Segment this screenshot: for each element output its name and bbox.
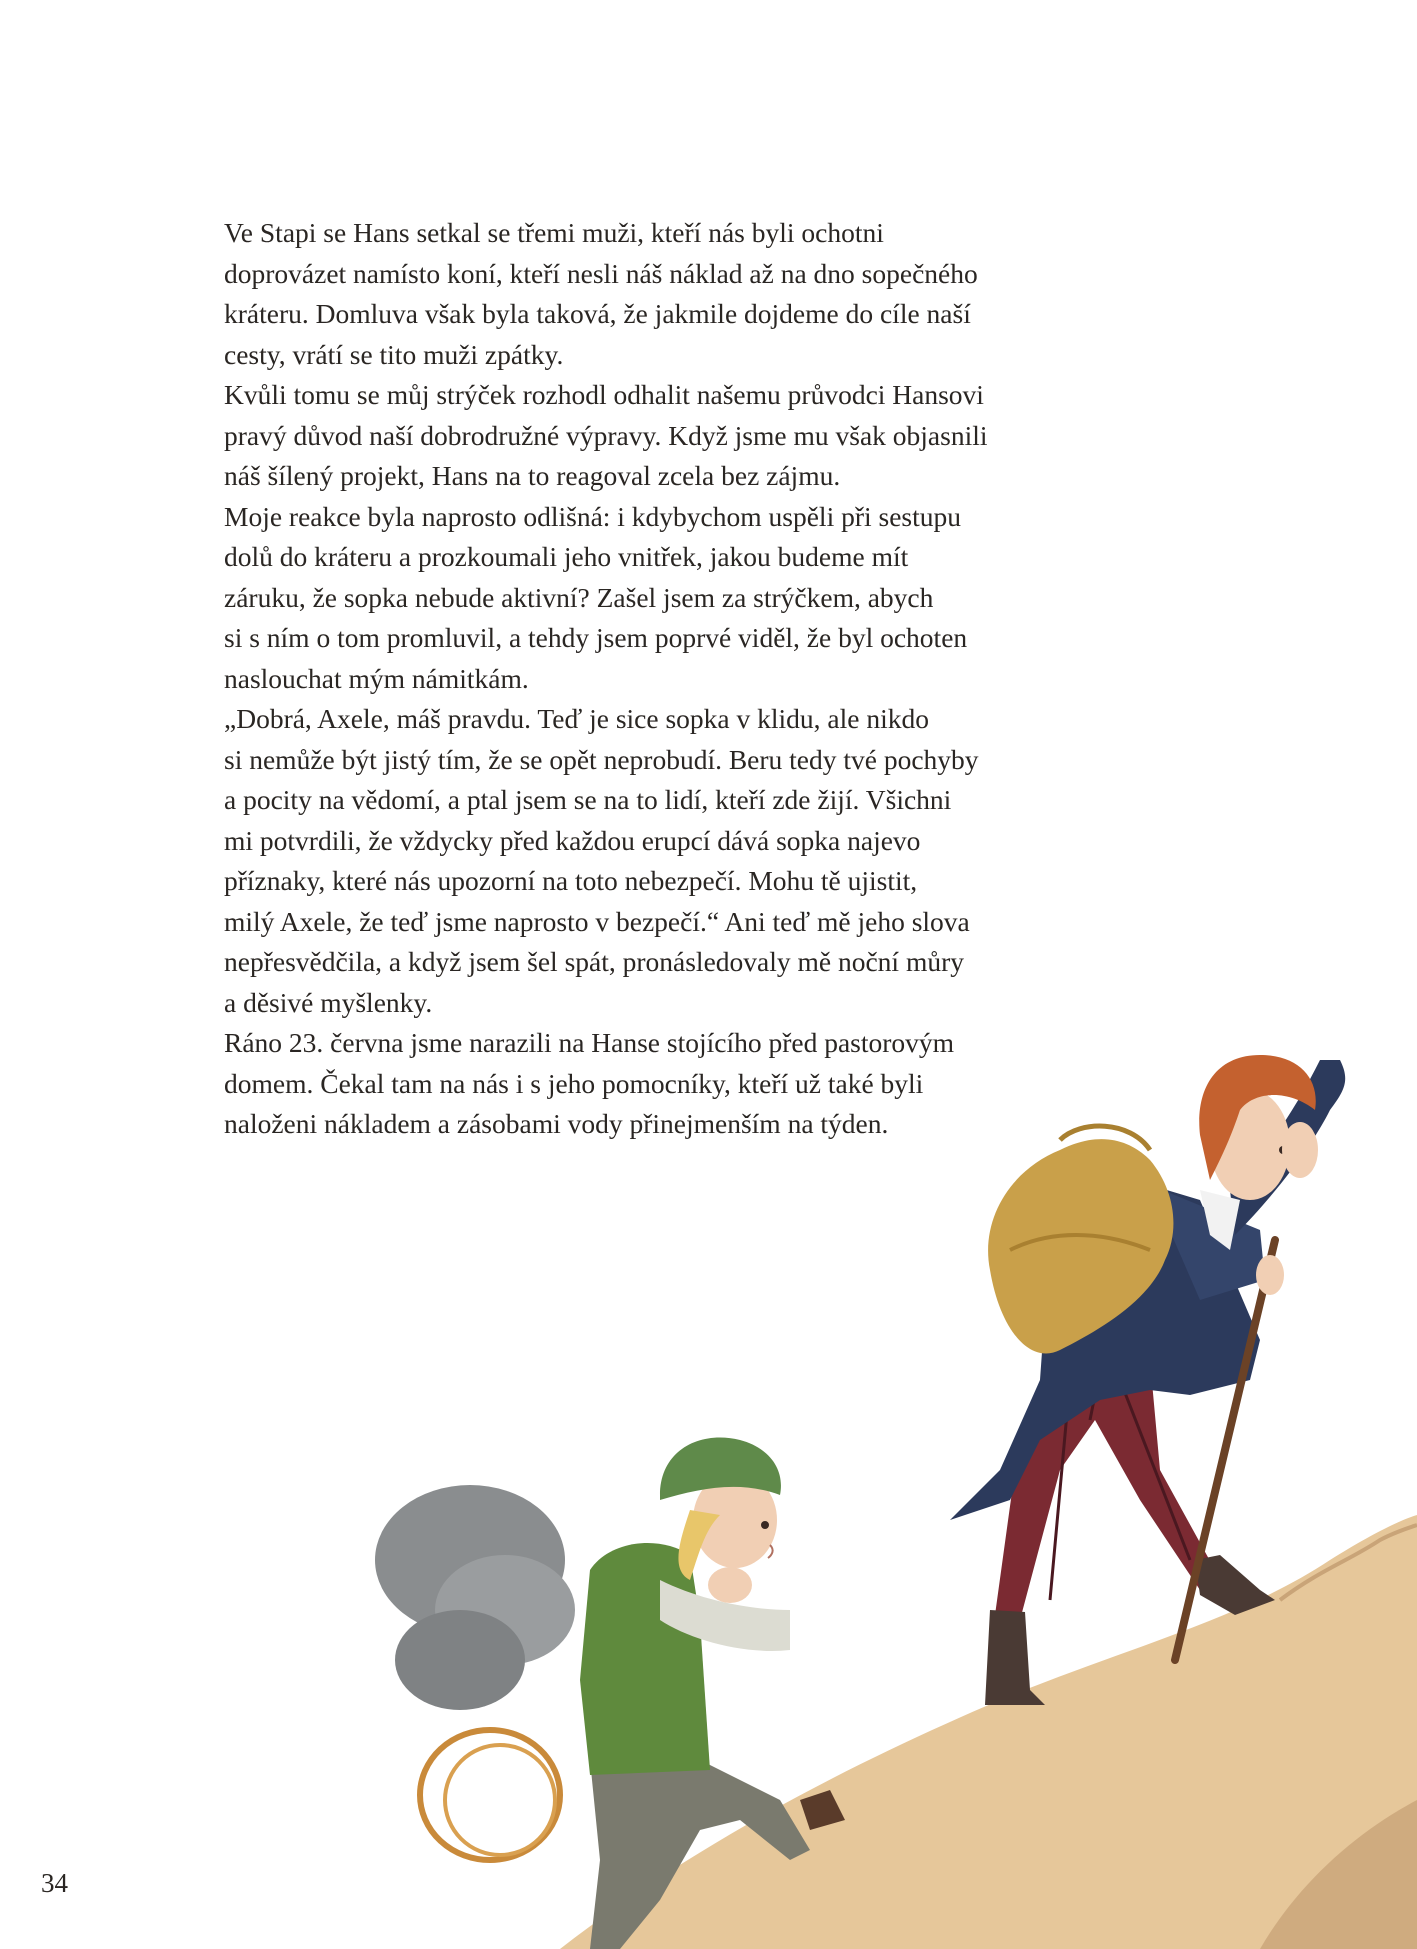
text-line: Ráno 23. června jsme narazili na Hanse stojícího před pastorovým bbox=[224, 1027, 955, 1058]
text-line: pravý důvod naší dobrodružné výpravy. Když jsme mu však objasnili bbox=[224, 419, 988, 451]
text-line: záruku, že sopka nebude aktivní? Zašel jsem za strýčkem, abych bbox=[224, 581, 934, 613]
text-line: naloženi nákladem a zásobami vody přinejmenším na týden. bbox=[224, 1108, 889, 1139]
text-line: Ve Stapi se Hans setkal se třemi muži, kteří nás byli ochotni bbox=[224, 217, 884, 248]
text-line: milý Axele, že teď jsme naprosto v bezpečí.“ Ani teď mě jeho slova bbox=[224, 905, 970, 937]
text-line: příznaky, které nás upozorní na toto nebezpečí. Mohu tě ujistit, bbox=[224, 865, 918, 896]
page-number: 34 bbox=[41, 1868, 68, 1898]
text-line: doprovázet namísto koní, kteří nesli náš náklad až na dno sopečného bbox=[224, 257, 978, 289]
text-line: „Dobrá, Axele, máš pravdu. Teď je sice sopka v klidu, ale nikdo bbox=[224, 703, 929, 734]
text-line: mi potvrdili, že vždycky před každou erupcí dává sopka najevo bbox=[224, 824, 921, 856]
text-line: Kvůli tomu se můj strýček rozhodl odhalit našemu průvodci Hansovi bbox=[224, 379, 984, 410]
text-line: domem. Čekal tam na nás i s jeho pomocníky, kteří už také byli bbox=[224, 1067, 924, 1099]
text-line: si nemůže být jistý tím, že se opět neprobudí. Beru tedy tvé pochyby bbox=[224, 743, 979, 775]
text-line: nepřesvědčila, a když jsem šel spát, pronásledovaly mě noční můry bbox=[224, 946, 964, 977]
text-line: dolů do kráteru a prozkoumali jeho vnitřek, jakou budeme mít bbox=[224, 541, 909, 572]
text-line: si s ním o tom promluvil, a tehdy jsem poprvé viděl, že byl ochoten bbox=[224, 622, 968, 653]
text-line: náš šílený projekt, Hans na to reagoval zcela bez zájmu. bbox=[224, 460, 841, 491]
text-line: Moje reakce byla naprosto odlišná: i kdybychom uspěli při sestupu bbox=[224, 500, 962, 532]
text-line: cesty, vrátí se tito muži zpátky. bbox=[224, 338, 564, 370]
text-line: kráteru. Domluva však byla taková, že jakmile dojdeme do cíle naší bbox=[224, 298, 971, 329]
text-line: naslouchat mým námitkám. bbox=[224, 662, 529, 694]
text-line: a děsivé myšlenky. bbox=[224, 986, 433, 1018]
text-line: a pocity na vědomí, a ptal jsem se na to lidí, kteří zde žijí. Všichni bbox=[224, 784, 952, 815]
uncle-hand bbox=[1282, 1122, 1318, 1178]
